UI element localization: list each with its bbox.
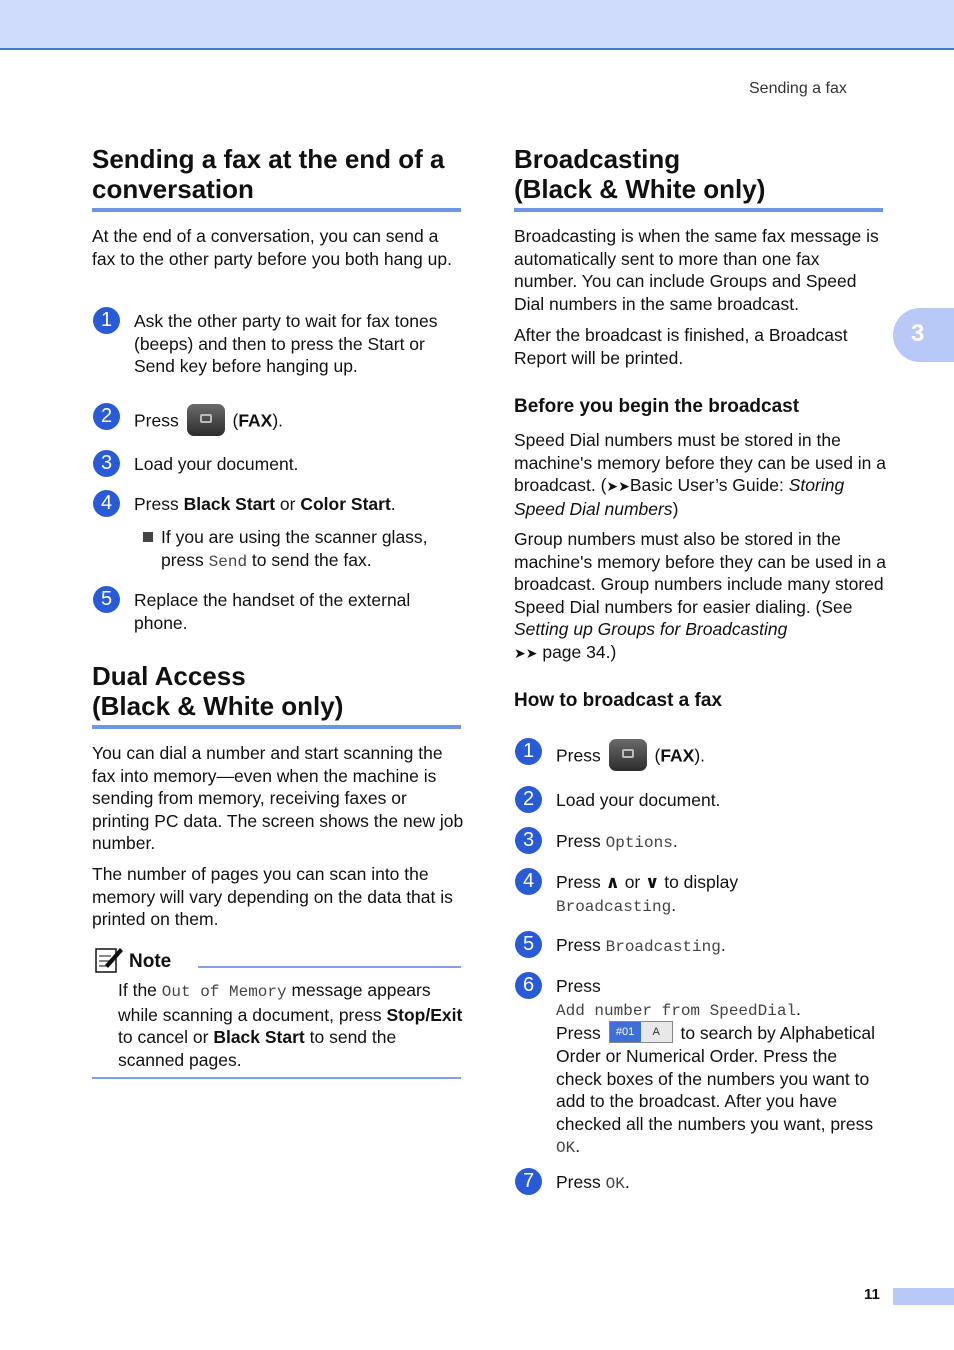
title-line-2: (Black & White only) — [514, 174, 766, 204]
step-text: Load your document. — [134, 454, 299, 474]
section-rule — [92, 208, 461, 212]
section-rule — [514, 208, 883, 212]
title-line-2: (Black & White only) — [92, 691, 344, 721]
section-title-sending-at-end — [92, 144, 445, 204]
before-paragraph-1: Speed Dial numbers must be stored in the machine's memory before they can be used in a broadcast. (➤➤Basic User’s Guide: Storing Speed Dial numbers) — [514, 430, 887, 519]
broadcast-paragraph-1: Broadcasting is when the same fax message is automatically sent to more than one fax number. You can include Groups and Speed Dial numbers in the same broadcast. — [514, 226, 879, 314]
step-number: 1 — [93, 307, 120, 334]
top-band — [0, 0, 954, 50]
step-text: Press Add number from SpeedDial. Press #01 A to search by Alphabetical Order or Numerical Order. Press the check boxes of the numbers you want to add to the broadcast. After you have checked all the numbers you want, press OK. — [556, 976, 876, 1158]
title-line-1: Broadcasting — [514, 144, 681, 174]
title-line-1: Sending a fax at the end of a — [92, 144, 445, 174]
up-arrow-icon: ∧ — [605, 872, 620, 892]
chapter-tab — [893, 308, 954, 362]
footer-tab — [893, 1288, 954, 1305]
step-number: 5 — [515, 931, 542, 958]
step-text: Ask the other party to wait for fax tones (beeps) and then to press the Start or Send key before hanging up. — [134, 311, 438, 376]
step-text: Replace the handset of the external phone. — [134, 590, 411, 633]
double-arrow-icon: ➤➤ — [514, 644, 538, 661]
broadcast-paragraph-2: After the broadcast is finished, a Broadcast Report will be printed. — [514, 325, 848, 368]
step-number: 4 — [93, 490, 120, 517]
bullet-square — [143, 532, 153, 542]
bullet-text: If you are using the scanner glass, press Send to send the fax. — [161, 527, 428, 571]
running-header: Sending a fax — [749, 80, 847, 97]
step-text: Press ∧ or ∨ to display Broadcasting. — [556, 872, 739, 916]
step-number: 1 — [515, 738, 542, 765]
step-number: 4 — [515, 868, 542, 895]
step-number: 6 — [515, 972, 542, 999]
step-number: 7 — [515, 1168, 542, 1195]
step-text: Press (FAX). — [134, 406, 464, 438]
step-number: 2 — [93, 403, 120, 430]
step-text: Press (FAX). — [556, 741, 886, 773]
section-title-broadcasting — [514, 144, 765, 204]
note-label: Note — [129, 951, 172, 972]
step-number: 3 — [93, 450, 120, 477]
step-text: Press Black Start or Color Start. — [134, 494, 396, 514]
page-number: 11 — [864, 1286, 880, 1303]
fax-button-icon — [187, 404, 225, 436]
step-text: Press Options. — [556, 831, 678, 852]
step-number: 2 — [515, 786, 542, 813]
down-arrow-icon: ∨ — [645, 872, 660, 892]
double-arrow-icon: ➤➤ — [606, 478, 630, 494]
note-rule-bottom — [92, 1077, 461, 1079]
chapter-number: 3 — [911, 320, 925, 347]
subheading-how-to-broadcast: How to broadcast a fax — [514, 690, 722, 711]
dual-access-paragraph-2: The number of pages you can scan into the memory will vary depending on the data that is printed on them. — [92, 864, 453, 929]
step-text: Press Broadcasting. — [556, 935, 726, 956]
step-text: Load your document. — [556, 790, 721, 810]
step-text: Press OK. — [556, 1172, 630, 1193]
search-order-button-icon: #01 A — [609, 1021, 673, 1043]
before-paragraph-2: Group numbers must also be stored in the machine's memory before they can be used in a broadcast. Group numbers include many stored Speed Dial numbers for easier dialing. (See Setting up Groups for Broadcasting ➤➤ page 34.) — [514, 529, 887, 662]
title-line-2: conversation — [92, 174, 254, 204]
title-line-1: Dual Access — [92, 661, 246, 691]
section-title-dual-access — [92, 661, 343, 721]
fax-button-icon — [609, 739, 647, 771]
step-number: 3 — [515, 827, 542, 854]
section-rule — [92, 725, 461, 729]
intro-paragraph: At the end of a conversation, you can send a fax to the other party before you both hang up. — [92, 226, 452, 269]
subheading-before-you-begin: Before you begin the broadcast — [514, 396, 800, 417]
step-number: 5 — [93, 586, 120, 613]
note-text: If the Out of Memory message appears while scanning a document, press Stop/Exit to cancel or Black Start to send the scanned pages. — [118, 980, 463, 1070]
note-pencil-icon — [94, 944, 124, 974]
dual-access-paragraph-1: You can dial a number and start scanning the fax into memory—even when the machine is sending from memory, receiving faxes or printing PC data. The screen shows the new job number. — [92, 743, 464, 853]
note-rule-top — [198, 966, 461, 968]
